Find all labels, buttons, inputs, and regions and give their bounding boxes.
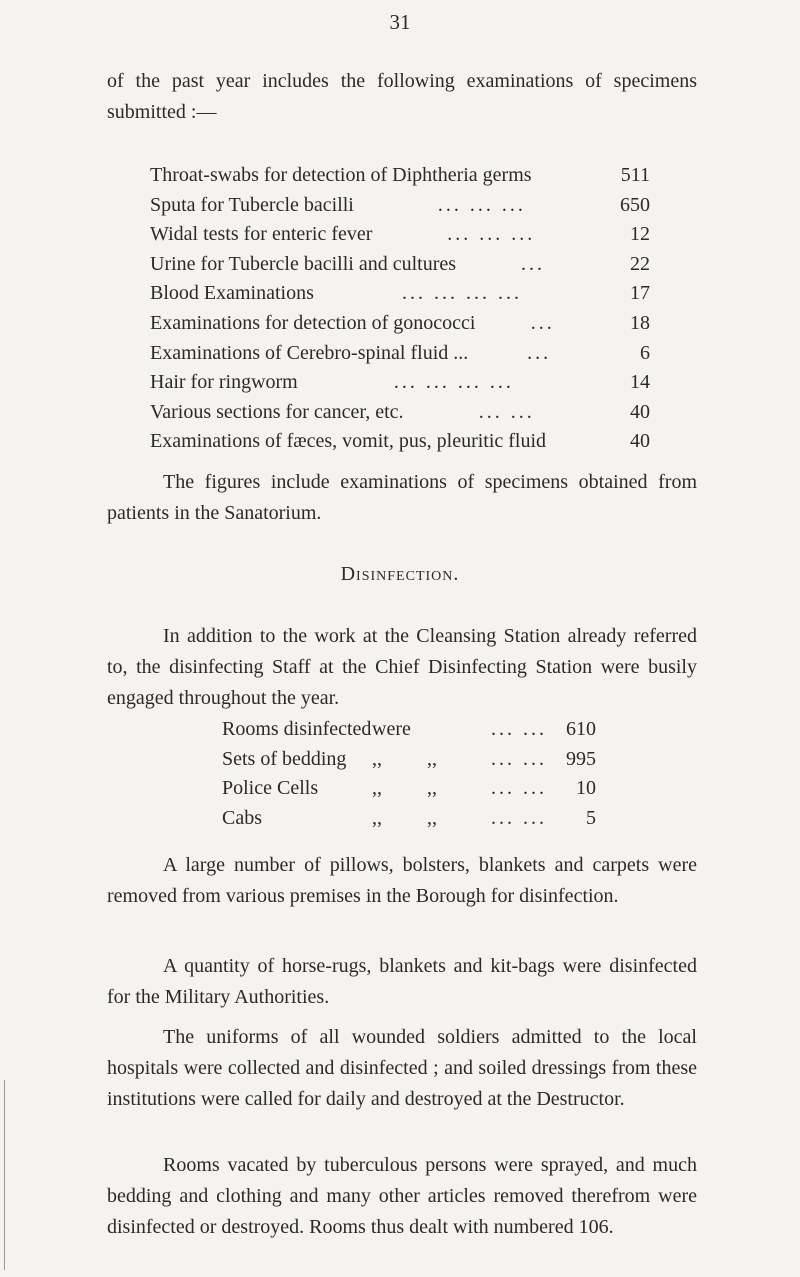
examination-count: 22 bbox=[630, 252, 650, 275]
ditto-mark: ,, bbox=[372, 747, 382, 770]
examination-count: 40 bbox=[630, 430, 650, 453]
examination-count: 40 bbox=[630, 400, 650, 423]
leader-dots: ... bbox=[527, 341, 552, 364]
disinfection-count: 995 bbox=[566, 747, 596, 770]
scan-edge-line bbox=[4, 1080, 5, 1270]
leader-dots: ... ... bbox=[491, 806, 547, 829]
examination-row bbox=[150, 282, 650, 312]
examination-row bbox=[150, 164, 650, 194]
disinfection-count: 5 bbox=[586, 806, 596, 829]
examination-row bbox=[150, 253, 650, 283]
leader-dots: ... ... ... bbox=[447, 223, 536, 246]
leader-dots: ... bbox=[521, 252, 546, 275]
disinfection-list bbox=[222, 718, 596, 836]
intro-paragraph: of the past year includes the following examinations of specimens submitted :— bbox=[107, 70, 697, 123]
examination-count: 650 bbox=[620, 193, 650, 216]
examination-label: Throat-swabs for detection of Diphtheria germs bbox=[150, 164, 532, 186]
examinations-list bbox=[150, 164, 650, 460]
leader-dots: ... ... bbox=[491, 718, 547, 740]
disinfection-label: Cabs bbox=[222, 806, 262, 829]
figures-note-paragraph: The figures include examinations of specimens obtained from patients in the Sanatorium. bbox=[107, 471, 697, 524]
section-heading-text: Disinfection. bbox=[340, 563, 460, 585]
examination-label: Various sections for cancer, etc. bbox=[150, 400, 404, 423]
examination-row bbox=[150, 223, 650, 253]
leader-dots: ... ... ... ... bbox=[393, 371, 514, 394]
leader-dots: ... bbox=[530, 311, 555, 334]
leader-dots: ... ... ... ... bbox=[401, 282, 522, 305]
disinfection-count: 10 bbox=[576, 777, 596, 800]
disinfection-row bbox=[222, 718, 596, 748]
ditto-mark: ,, bbox=[372, 806, 382, 829]
examination-count: 511 bbox=[620, 164, 650, 186]
examination-label: Urine for Tubercle bacilli and cultures bbox=[150, 252, 457, 275]
section-heading-disinfection bbox=[0, 563, 800, 586]
examination-count: 14 bbox=[630, 371, 650, 394]
page-number: 31 bbox=[389, 10, 411, 34]
disinfection-label: Police Cells bbox=[222, 777, 319, 800]
ditto-mark: ,, bbox=[372, 777, 382, 800]
leader-dots: ... ... ... bbox=[437, 193, 526, 216]
examination-row bbox=[150, 342, 650, 372]
examination-row bbox=[150, 401, 650, 431]
examination-label: Widal tests for enteric fever bbox=[150, 223, 373, 246]
examination-row bbox=[150, 194, 650, 224]
examination-label: Examinations for detection of gonococci bbox=[150, 311, 476, 334]
examination-count: 17 bbox=[630, 282, 650, 305]
examination-row bbox=[150, 430, 650, 460]
rooms-paragraph: Rooms vacated by tuberculous persons were sprayed, and much bedding and clothing and many other articles removed therefrom were disinfected or destroyed. Rooms thus dealt with numbered 106. bbox=[107, 1154, 697, 1238]
examination-count: 12 bbox=[630, 223, 650, 246]
examination-row bbox=[150, 312, 650, 342]
examination-label: Blood Examinations bbox=[150, 282, 314, 305]
disinfection-row bbox=[222, 777, 596, 807]
examination-label: Examinations of Cerebro-spinal fluid ... bbox=[150, 341, 469, 364]
pillows-paragraph: A large number of pillows, bolsters, blankets and carpets were removed from various premises in the Borough for disinfection. bbox=[107, 854, 697, 907]
ditto-mark: ,, bbox=[427, 747, 437, 770]
examination-row bbox=[150, 371, 650, 401]
ditto-mark: were bbox=[372, 718, 411, 740]
ditto-mark: ,, bbox=[427, 777, 437, 800]
military-paragraph: A quantity of horse-rugs, blankets and kit-bags were disinfected for the Military Authorities. bbox=[107, 955, 697, 1008]
ditto-mark: ,, bbox=[427, 806, 437, 829]
uniforms-paragraph: The uniforms of all wounded soldiers admitted to the local hospitals were collected and disinfected ; and soiled dressings from these institutions were called for daily and destroyed at the Destructor. bbox=[107, 1026, 697, 1110]
examination-count: 6 bbox=[640, 341, 650, 364]
disinfection-intro-paragraph: In addition to the work at the Cleansing Station already referred to, the disinfecting Staff at the Chief Disinfecting Station were busily engaged throughout the year. bbox=[107, 625, 697, 709]
disinfection-count: 610 bbox=[566, 718, 596, 740]
disinfection-row bbox=[222, 748, 596, 778]
examination-label: Examinations of fæces, vomit, pus, pleuritic fluid bbox=[150, 430, 547, 453]
leader-dots: ... ... bbox=[478, 400, 535, 423]
examination-label: Sputa for Tubercle bacilli bbox=[150, 193, 354, 216]
leader-dots: ... ... bbox=[491, 777, 547, 800]
leader-dots: ... ... bbox=[491, 747, 547, 770]
examination-count: 18 bbox=[630, 311, 650, 334]
examination-label: Hair for ringworm bbox=[150, 371, 298, 394]
disinfection-row bbox=[222, 807, 596, 837]
disinfection-label: Sets of bedding bbox=[222, 747, 347, 770]
disinfection-label: Rooms disinfected bbox=[222, 718, 372, 740]
